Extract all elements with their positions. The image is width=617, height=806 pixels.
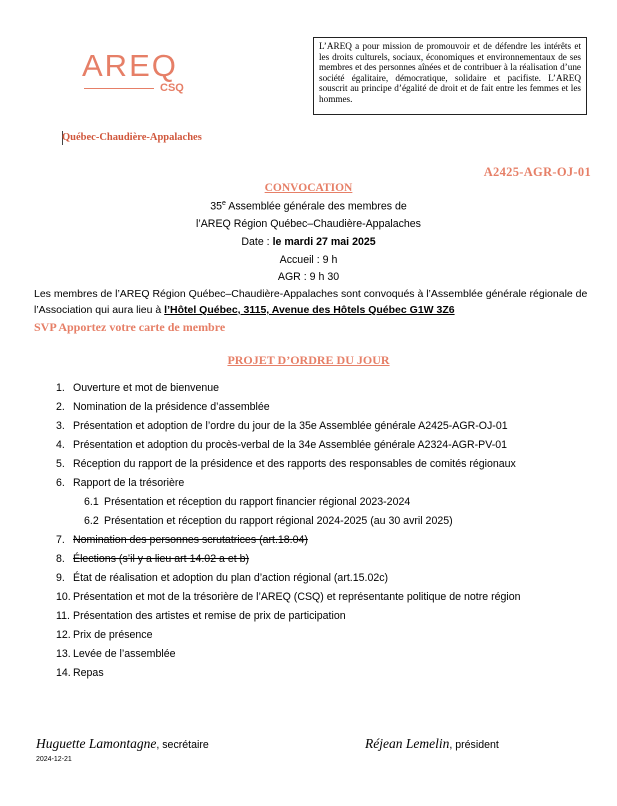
agenda-item-number: 12. [56, 629, 71, 641]
agenda-item [56, 591, 521, 603]
agenda-item [56, 439, 507, 451]
agenda-item-text: Présentation des artistes et remise de prix de participation [73, 610, 346, 622]
accueil-line: Accueil : 9 h [279, 254, 338, 266]
logo-sub: CSQ [160, 82, 184, 94]
agenda-item-text: Nomination de la présidence d’assemblée [73, 401, 270, 413]
agenda-title: PROJET D’ORDRE DU JOUR [227, 353, 390, 367]
president-signature: Réjean Lemelin, président [365, 736, 499, 751]
agenda-item-text: Nomination des personnes scrutatrices (art.18.04) [73, 534, 308, 546]
agenda-item [56, 629, 153, 641]
bring-card-notice: SVP Apportez votre carte de membre [34, 320, 226, 334]
agenda-item-number: 3. [56, 420, 65, 432]
agenda-item [56, 420, 508, 432]
agenda-item-number: 6.1 [84, 496, 99, 508]
agenda-item-text: Réception du rapport de la présidence et des rapports des responsables de comités régionaux [73, 458, 516, 470]
document-date: 2024-12-21 [36, 756, 72, 763]
region-name: Québec-Chaudière-Appalaches [62, 132, 202, 143]
agenda-item-number: 6. [56, 477, 65, 489]
assembly-line: 35e Assemblée générale des membres de [210, 200, 407, 213]
agenda-item [56, 401, 270, 413]
agenda-item-number: 1. [56, 382, 65, 394]
agenda-item-number: 4. [56, 439, 65, 451]
agenda-item-number: 11. [56, 610, 70, 622]
venue: l’Hôtel Québec, 3115, Avenue des Hôtels Québec G1W 3Z6 [164, 304, 455, 316]
agenda-item [56, 458, 516, 470]
agenda-item-text: Présentation et adoption de l’ordre du jour de la 35e Assemblée générale A2425-AGR-OJ-01 [73, 420, 508, 432]
document-reference: A2425-AGR-OJ-01 [483, 165, 591, 179]
intro-paragraph: Les membres de l’AREQ Région Québec–Chaudière-Appalaches sont convoqués à l’Assemblée générale régionale de l’Association qui aura lieu à l’Hôtel Québec, 3115, Avenue des Hôtels Québec G1W 3Z6 [34, 288, 588, 316]
agenda-item-number: 10. [56, 591, 71, 603]
agenda-item [56, 477, 184, 489]
agenda-item-text: Repas [73, 667, 104, 679]
agenda-item-text: Rapport de la trésorière [73, 477, 185, 489]
agenda-item-text: Présentation et réception du rapport régional 2024-2025 (au 30 avril 2025) [104, 515, 453, 527]
agenda-item [56, 572, 388, 584]
agenda-item-number: 7. [56, 534, 65, 546]
agenda-item [56, 553, 249, 565]
agenda-item-text: État de réalisation et adoption du plan d’action régional (art.15.02c) [73, 572, 389, 584]
agenda-item [56, 610, 346, 622]
date-line: Date : le mardi 27 mai 2025 [241, 236, 376, 248]
agenda-item-number: 9. [56, 572, 65, 584]
agenda-item-text: Prix de présence [73, 629, 153, 641]
agenda-item-number: 8. [56, 553, 65, 565]
logo-text: AREQ [82, 48, 178, 83]
region-line: l’AREQ Région Québec–Chaudière-Appalaches [196, 218, 421, 230]
agenda-item-text: Ouverture et mot de bienvenue [73, 382, 220, 394]
agenda-item-text: Présentation et mot de la trésorière de l’AREQ (CSQ) et représentante politique de notre région [73, 591, 521, 603]
agr-line: AGR : 9 h 30 [277, 271, 340, 283]
agenda-item [56, 382, 219, 394]
agenda-item-text: Levée de l’assemblée [73, 648, 176, 660]
agenda-item [56, 648, 175, 660]
agenda-item-number: 2. [56, 401, 65, 413]
logo-underline [84, 88, 154, 89]
agenda-item-number: 13. [56, 648, 71, 660]
agenda-item [56, 534, 308, 546]
convocation-title: CONVOCATION [264, 182, 353, 194]
agenda-subitem [84, 515, 453, 527]
agenda-item-text: Élections (s’il y a lieu art 14.02 a et b) [73, 553, 250, 565]
secretary-signature: Huguette Lamontagne, secrétaire [36, 736, 209, 751]
mission-box: L’AREQ a pour mission de promouvoir et de défendre les intérêts et les droits culturels, sociaux, économiques et environnementaux de ses membres et des personnes aînées et de contribuer à la réalisation d’une société égalitaire, démocratique, solidaire et pacifiste. L’AREQ souscrit au principe d’égalité de droit et de fait entre les femmes et les hommes. [313, 37, 587, 115]
agenda-item [56, 667, 104, 679]
areq-logo [82, 48, 192, 104]
agenda-item-number: 6.2 [84, 515, 99, 527]
agenda-item-text: Présentation et adoption du procès-verbal de la 34e Assemblée générale A2324-AGR-PV-01 [73, 439, 508, 451]
agenda-item-text: Présentation et réception du rapport financier régional 2023-2024 [104, 496, 411, 508]
agenda-item-number: 5. [56, 458, 65, 470]
agenda-item-number: 14. [56, 667, 71, 679]
agenda-subitem [84, 496, 410, 508]
